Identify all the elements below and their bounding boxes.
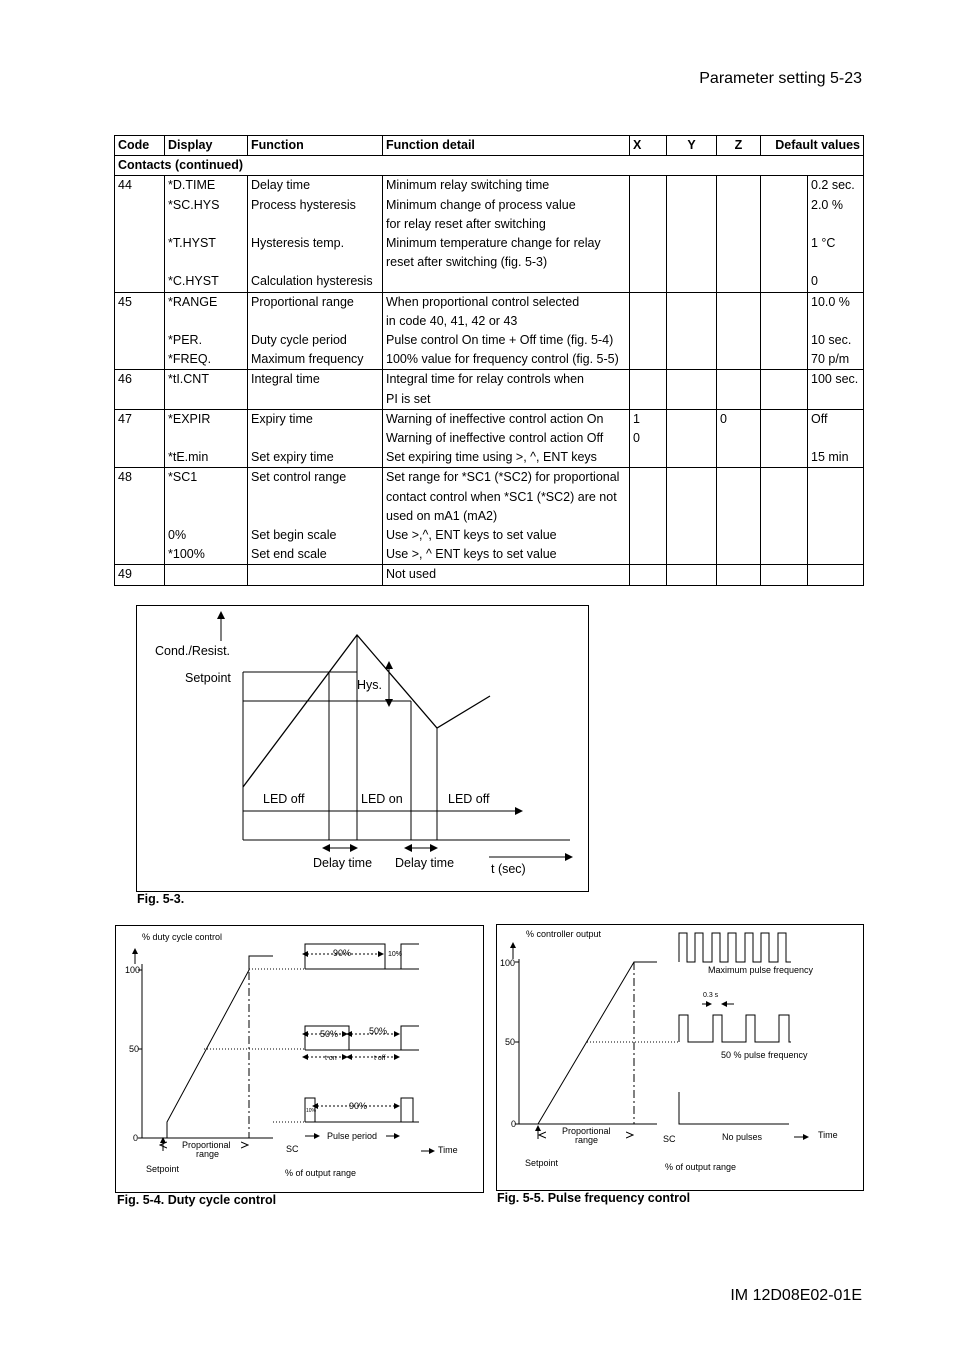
table-cell-spacer xyxy=(761,234,808,253)
table-cell-function xyxy=(248,507,383,526)
table-cell-y xyxy=(667,545,717,565)
pct-90-label: 90% xyxy=(333,948,352,958)
table-cell-def xyxy=(808,468,864,488)
table-cell-function: Set end scale xyxy=(248,545,383,565)
table-cell-def: 0 xyxy=(808,272,864,292)
led-on-label: LED on xyxy=(361,792,403,806)
table-cell-z xyxy=(717,176,761,196)
table-cell-z xyxy=(717,292,761,312)
table-cell-y xyxy=(667,312,717,331)
table-cell-z xyxy=(717,390,761,410)
table-cell-x xyxy=(630,468,667,488)
table-row xyxy=(115,196,864,215)
table-cell-code: 47 xyxy=(115,409,165,429)
table-cell-detail: Warning of ineffective control action On xyxy=(383,409,630,429)
table-cell-y xyxy=(667,488,717,507)
table-cell-y xyxy=(667,272,717,292)
figure-5-3 xyxy=(136,605,589,892)
table-cell-code xyxy=(115,350,165,370)
table-cell-detail: Set expiring time using >, ^, ENT keys xyxy=(383,448,630,468)
figure-5-4 xyxy=(115,925,484,1193)
table-cell-display: 0% xyxy=(165,526,248,545)
setpoint-label: Setpoint xyxy=(525,1158,559,1168)
table-cell-detail: used on mA1 (mA2) xyxy=(383,507,630,526)
table-cell-code xyxy=(115,215,165,234)
table-cell-x xyxy=(630,234,667,253)
table-cell-def xyxy=(808,390,864,410)
delay-time-label-1: Delay time xyxy=(313,856,373,870)
table-cell-code xyxy=(115,331,165,350)
table-cell-def: 2.0 % xyxy=(808,196,864,215)
col-header-function-detail: Function detail xyxy=(383,136,630,156)
pct-50-off-label: 50% xyxy=(369,1026,388,1036)
figure-5-5-caption: Fig. 5-5. Pulse frequency control xyxy=(497,1191,691,1205)
table-cell-def: 70 p/m xyxy=(808,350,864,370)
setpoint-label: Setpoint xyxy=(146,1164,180,1174)
table-cell-y xyxy=(667,448,717,468)
col-header-code: Code xyxy=(115,136,165,156)
table-cell-display xyxy=(165,507,248,526)
prop-range-label-line1: Proportional xyxy=(182,1140,231,1150)
y-tick-0: 0 xyxy=(133,1133,139,1143)
table-cell-def: 0.2 sec. xyxy=(808,176,864,196)
table-cell-display xyxy=(165,312,248,331)
table-cell-y xyxy=(667,468,717,488)
table-cell-z xyxy=(717,272,761,292)
table-cell-detail xyxy=(383,272,630,292)
y-tick-50: 50 xyxy=(505,1037,516,1047)
table-cell-z xyxy=(717,331,761,350)
col-header-display: Display xyxy=(165,136,248,156)
table-row xyxy=(115,526,864,545)
pct-10b-label: 10% xyxy=(306,1108,317,1114)
table-cell-def xyxy=(808,545,864,565)
table-cell-display: *D.TIME xyxy=(165,176,248,196)
table-cell-display: *C.HYST xyxy=(165,272,248,292)
table-cell-display: *tE.min xyxy=(165,448,248,468)
x-axis-label: % of output range xyxy=(665,1162,737,1172)
time-axis-label: t (sec) xyxy=(491,862,526,876)
figure-5-3-caption: Fig. 5-3. xyxy=(137,892,185,906)
table-cell-z xyxy=(717,448,761,468)
table-cell-spacer xyxy=(761,565,808,585)
hysteresis-label: Hys. xyxy=(357,678,382,692)
table-cell-spacer xyxy=(761,370,808,390)
table-cell-x xyxy=(630,292,667,312)
table-cell-detail: Not used xyxy=(383,565,630,585)
table-cell-code xyxy=(115,488,165,507)
half-frequency-pulses xyxy=(679,1015,791,1042)
table-cell-function xyxy=(248,488,383,507)
table-cell-x xyxy=(630,507,667,526)
table-cell-spacer xyxy=(761,488,808,507)
table-cell-x xyxy=(630,565,667,585)
figure-5-4-caption: Fig. 5-4. Duty cycle control xyxy=(117,1193,277,1207)
table-cell-code xyxy=(115,390,165,410)
table-cell-x xyxy=(630,272,667,292)
table-cell-function: Calculation hysteresis xyxy=(248,272,383,292)
time-label: Time xyxy=(818,1130,838,1140)
group-label: Contacts (continued) xyxy=(115,156,864,176)
table-cell-detail: Use >,^, ENT keys to set value xyxy=(383,526,630,545)
table-cell-display xyxy=(165,253,248,272)
table-cell-detail: reset after switching (fig. 5-3) xyxy=(383,253,630,272)
table-cell-code xyxy=(115,507,165,526)
y-axis-label: % controller output xyxy=(526,929,602,939)
table-cell-display: *PER. xyxy=(165,331,248,350)
max-frequency-pulses xyxy=(679,933,791,962)
table-cell-display: *RANGE xyxy=(165,292,248,312)
table-cell-z xyxy=(717,196,761,215)
table-cell-def xyxy=(808,488,864,507)
table-cell-display xyxy=(165,488,248,507)
col-header-x: X xyxy=(630,136,667,156)
sc-label: SC xyxy=(286,1144,299,1154)
table-cell-spacer xyxy=(761,390,808,410)
table-cell-display xyxy=(165,429,248,448)
figure-5-5 xyxy=(496,924,864,1191)
table-cell-spacer xyxy=(761,409,808,429)
table-row xyxy=(115,292,864,312)
table-cell-display: *FREQ. xyxy=(165,350,248,370)
table-cell-z xyxy=(717,312,761,331)
table-cell-y xyxy=(667,565,717,585)
pulse-frequency-diagram xyxy=(497,925,863,1190)
table-cell-code: 44 xyxy=(115,176,165,196)
y-axis-label: Cond./Resist. xyxy=(155,644,231,658)
table-cell-detail: Minimum change of process value xyxy=(383,196,630,215)
table-cell-def: 10 sec. xyxy=(808,331,864,350)
table-row xyxy=(115,429,864,448)
sc-label: SC xyxy=(663,1134,676,1144)
table-cell-detail: for relay reset after switching xyxy=(383,215,630,234)
table-cell-display: *EXPIR xyxy=(165,409,248,429)
table-cell-function xyxy=(248,312,383,331)
table-cell-z xyxy=(717,468,761,488)
process-value-curve xyxy=(243,635,490,787)
table-row xyxy=(115,409,864,429)
table-cell-spacer xyxy=(761,253,808,272)
table-row xyxy=(115,390,864,410)
table-cell-detail: Minimum relay switching time xyxy=(383,176,630,196)
table-cell-function: Maximum frequency xyxy=(248,350,383,370)
table-row xyxy=(115,507,864,526)
table-cell-code xyxy=(115,234,165,253)
table-cell-y xyxy=(667,176,717,196)
output-curve xyxy=(538,962,657,1124)
table-cell-x xyxy=(630,448,667,468)
table-cell-y xyxy=(667,196,717,215)
table-cell-function: Hysteresis temp. xyxy=(248,234,383,253)
table-cell-spacer xyxy=(761,526,808,545)
delay-time-label-2: Delay time xyxy=(395,856,455,870)
table-cell-display xyxy=(165,565,248,585)
page-header-title: Parameter setting 5-23 xyxy=(699,70,862,87)
table-cell-spacer xyxy=(761,507,808,526)
table-cell-y xyxy=(667,234,717,253)
col-header-y: Y xyxy=(667,136,717,156)
table-cell-function xyxy=(248,565,383,585)
table-cell-def: Off xyxy=(808,409,864,429)
table-cell-def: 15 min xyxy=(808,448,864,468)
table-cell-z xyxy=(717,507,761,526)
max-frequency-label: Maximum pulse frequency xyxy=(708,965,814,975)
table-cell-y xyxy=(667,292,717,312)
duty-cycle-diagram xyxy=(116,926,483,1192)
table-cell-detail: Integral time for relay controls when xyxy=(383,370,630,390)
table-cell-detail: Use >, ^ ENT keys to set value xyxy=(383,545,630,565)
table-row xyxy=(115,545,864,565)
y-tick-100: 100 xyxy=(500,958,516,968)
prop-range-label-line1: Proportional xyxy=(562,1126,611,1136)
table-cell-x xyxy=(630,370,667,390)
table-cell-z xyxy=(717,545,761,565)
table-cell-def xyxy=(808,526,864,545)
table-cell-y xyxy=(667,215,717,234)
table-cell-spacer xyxy=(761,350,808,370)
pct-90b-label: 90% xyxy=(349,1101,368,1111)
table-row xyxy=(115,234,864,253)
table-cell-z xyxy=(717,565,761,585)
table-row xyxy=(115,176,864,196)
table-cell-y xyxy=(667,370,717,390)
setpoint-label: Setpoint xyxy=(185,671,231,685)
table-cell-spacer xyxy=(761,292,808,312)
table-cell-y xyxy=(667,429,717,448)
time-label: Time xyxy=(438,1145,458,1155)
table-cell-spacer xyxy=(761,429,808,448)
table-cell-def: 1 °C xyxy=(808,234,864,253)
table-cell-function: Integral time xyxy=(248,370,383,390)
table-cell-x xyxy=(630,215,667,234)
table-cell-function: Set control range xyxy=(248,468,383,488)
table-row xyxy=(115,488,864,507)
table-row xyxy=(115,253,864,272)
prop-range-label-line2: range xyxy=(575,1135,599,1145)
table-cell-x: 1 xyxy=(630,409,667,429)
hysteresis-diagram xyxy=(137,606,588,891)
parameter-table xyxy=(114,135,864,586)
table-cell-x xyxy=(630,196,667,215)
table-cell-function: Set expiry time xyxy=(248,448,383,468)
table-row xyxy=(115,565,864,585)
table-cell-spacer xyxy=(761,448,808,468)
table-cell-code: 49 xyxy=(115,565,165,585)
table-cell-y xyxy=(667,350,717,370)
table-cell-def: 10.0 % xyxy=(808,292,864,312)
table-cell-function xyxy=(248,253,383,272)
table-cell-z xyxy=(717,429,761,448)
table-cell-code xyxy=(115,545,165,565)
table-cell-display: *SC.HYS xyxy=(165,196,248,215)
col-header-function: Function xyxy=(248,136,383,156)
table-cell-function: Process hysteresis xyxy=(248,196,383,215)
table-cell-function: Set begin scale xyxy=(248,526,383,545)
table-cell-function xyxy=(248,429,383,448)
table-cell-code xyxy=(115,272,165,292)
table-cell-display: *tI.CNT xyxy=(165,370,248,390)
y-tick-0: 0 xyxy=(511,1119,517,1129)
pulse-width-label: 0.3 s xyxy=(703,992,719,999)
table-cell-function xyxy=(248,215,383,234)
table-cell-code xyxy=(115,253,165,272)
table-cell-display xyxy=(165,215,248,234)
table-cell-display: *T.HYST xyxy=(165,234,248,253)
no-pulses-label: No pulses xyxy=(722,1132,763,1142)
table-cell-x xyxy=(630,545,667,565)
table-row xyxy=(115,448,864,468)
table-cell-y xyxy=(667,409,717,429)
table-cell-detail: Set range for *SC1 (*SC2) for proportional xyxy=(383,468,630,488)
half-frequency-label: 50 % pulse frequency xyxy=(721,1050,808,1060)
table-cell-spacer xyxy=(761,272,808,292)
no-pulse-line xyxy=(679,1092,789,1124)
table-group-row xyxy=(115,156,864,176)
table-cell-z xyxy=(717,370,761,390)
table-row xyxy=(115,350,864,370)
table-cell-detail: Warning of ineffective control action Off xyxy=(383,429,630,448)
table-cell-def xyxy=(808,429,864,448)
y-axis-label: % duty cycle control xyxy=(142,932,223,942)
table-cell-code xyxy=(115,526,165,545)
table-cell-z xyxy=(717,215,761,234)
led-off-label-1: LED off xyxy=(263,792,305,806)
table-cell-function: Expiry time xyxy=(248,409,383,429)
table-cell-z xyxy=(717,488,761,507)
table-cell-function: Proportional range xyxy=(248,292,383,312)
y-tick-50: 50 xyxy=(129,1044,140,1054)
table-cell-x: 0 xyxy=(630,429,667,448)
pct-50-on-label: 50% xyxy=(320,1029,339,1039)
table-cell-detail: 100% value for frequency control (fig. 5-5) xyxy=(383,350,630,370)
duty-cycle-curve xyxy=(167,956,273,1138)
table-cell-code xyxy=(115,448,165,468)
table-header-row xyxy=(115,136,864,156)
table-cell-z xyxy=(717,253,761,272)
table-cell-x xyxy=(630,390,667,410)
pulse-period-label: Pulse period xyxy=(327,1131,378,1141)
table-cell-spacer xyxy=(761,196,808,215)
table-cell-detail: When proportional control selected xyxy=(383,292,630,312)
table-cell-code: 45 xyxy=(115,292,165,312)
table-cell-spacer xyxy=(761,468,808,488)
table-row xyxy=(115,312,864,331)
table-cell-function xyxy=(248,390,383,410)
table-cell-detail: contact control when *SC1 (*SC2) are not xyxy=(383,488,630,507)
table-cell-z: 0 xyxy=(717,409,761,429)
table-cell-detail: in code 40, 41, 42 or 43 xyxy=(383,312,630,331)
table-cell-function: Duty cycle period xyxy=(248,331,383,350)
table-cell-y xyxy=(667,253,717,272)
table-cell-detail: Pulse control On time + Off time (fig. 5-4) xyxy=(383,331,630,350)
table-cell-x xyxy=(630,350,667,370)
prop-range-label-line2: range xyxy=(196,1149,220,1159)
table-row xyxy=(115,272,864,292)
t-off-label: t off xyxy=(374,1055,386,1062)
table-cell-z xyxy=(717,234,761,253)
pct-10-label: 10% xyxy=(388,951,403,958)
table-cell-y xyxy=(667,507,717,526)
table-row xyxy=(115,331,864,350)
table-cell-display: *100% xyxy=(165,545,248,565)
col-header-default: Default values xyxy=(761,136,864,156)
table-cell-def xyxy=(808,507,864,526)
table-cell-y xyxy=(667,331,717,350)
table-cell-x xyxy=(630,488,667,507)
table-cell-spacer xyxy=(761,215,808,234)
table-row xyxy=(115,370,864,390)
table-cell-x xyxy=(630,331,667,350)
table-cell-detail: PI is set xyxy=(383,390,630,410)
table-cell-spacer xyxy=(761,545,808,565)
table-cell-code: 46 xyxy=(115,370,165,390)
table-cell-def xyxy=(808,312,864,331)
table-cell-display xyxy=(165,390,248,410)
table-cell-display: *SC1 xyxy=(165,468,248,488)
table-cell-x xyxy=(630,176,667,196)
y-tick-100: 100 xyxy=(125,965,141,975)
table-cell-x xyxy=(630,253,667,272)
table-cell-detail: Minimum temperature change for relay xyxy=(383,234,630,253)
table-cell-x xyxy=(630,526,667,545)
t-on-label: t on xyxy=(325,1055,337,1062)
table-cell-spacer xyxy=(761,176,808,196)
table-cell-y xyxy=(667,390,717,410)
table-cell-code xyxy=(115,196,165,215)
table-cell-spacer xyxy=(761,331,808,350)
table-row xyxy=(115,468,864,488)
document-id: IM 12D08E02-01E xyxy=(730,1287,862,1304)
table-cell-z xyxy=(717,350,761,370)
led-off-label-2: LED off xyxy=(448,792,490,806)
table-cell-spacer xyxy=(761,312,808,331)
table-cell-code xyxy=(115,312,165,331)
table-cell-def xyxy=(808,565,864,585)
table-cell-def xyxy=(808,253,864,272)
table-cell-x xyxy=(630,312,667,331)
table-cell-z xyxy=(717,526,761,545)
table-cell-code: 48 xyxy=(115,468,165,488)
table-cell-code xyxy=(115,429,165,448)
x-axis-label: % of output range xyxy=(285,1168,357,1178)
col-header-z: Z xyxy=(717,136,761,156)
table-row xyxy=(115,215,864,234)
table-cell-y xyxy=(667,526,717,545)
table-cell-function: Delay time xyxy=(248,176,383,196)
table-cell-def xyxy=(808,215,864,234)
table-cell-def: 100 sec. xyxy=(808,370,864,390)
